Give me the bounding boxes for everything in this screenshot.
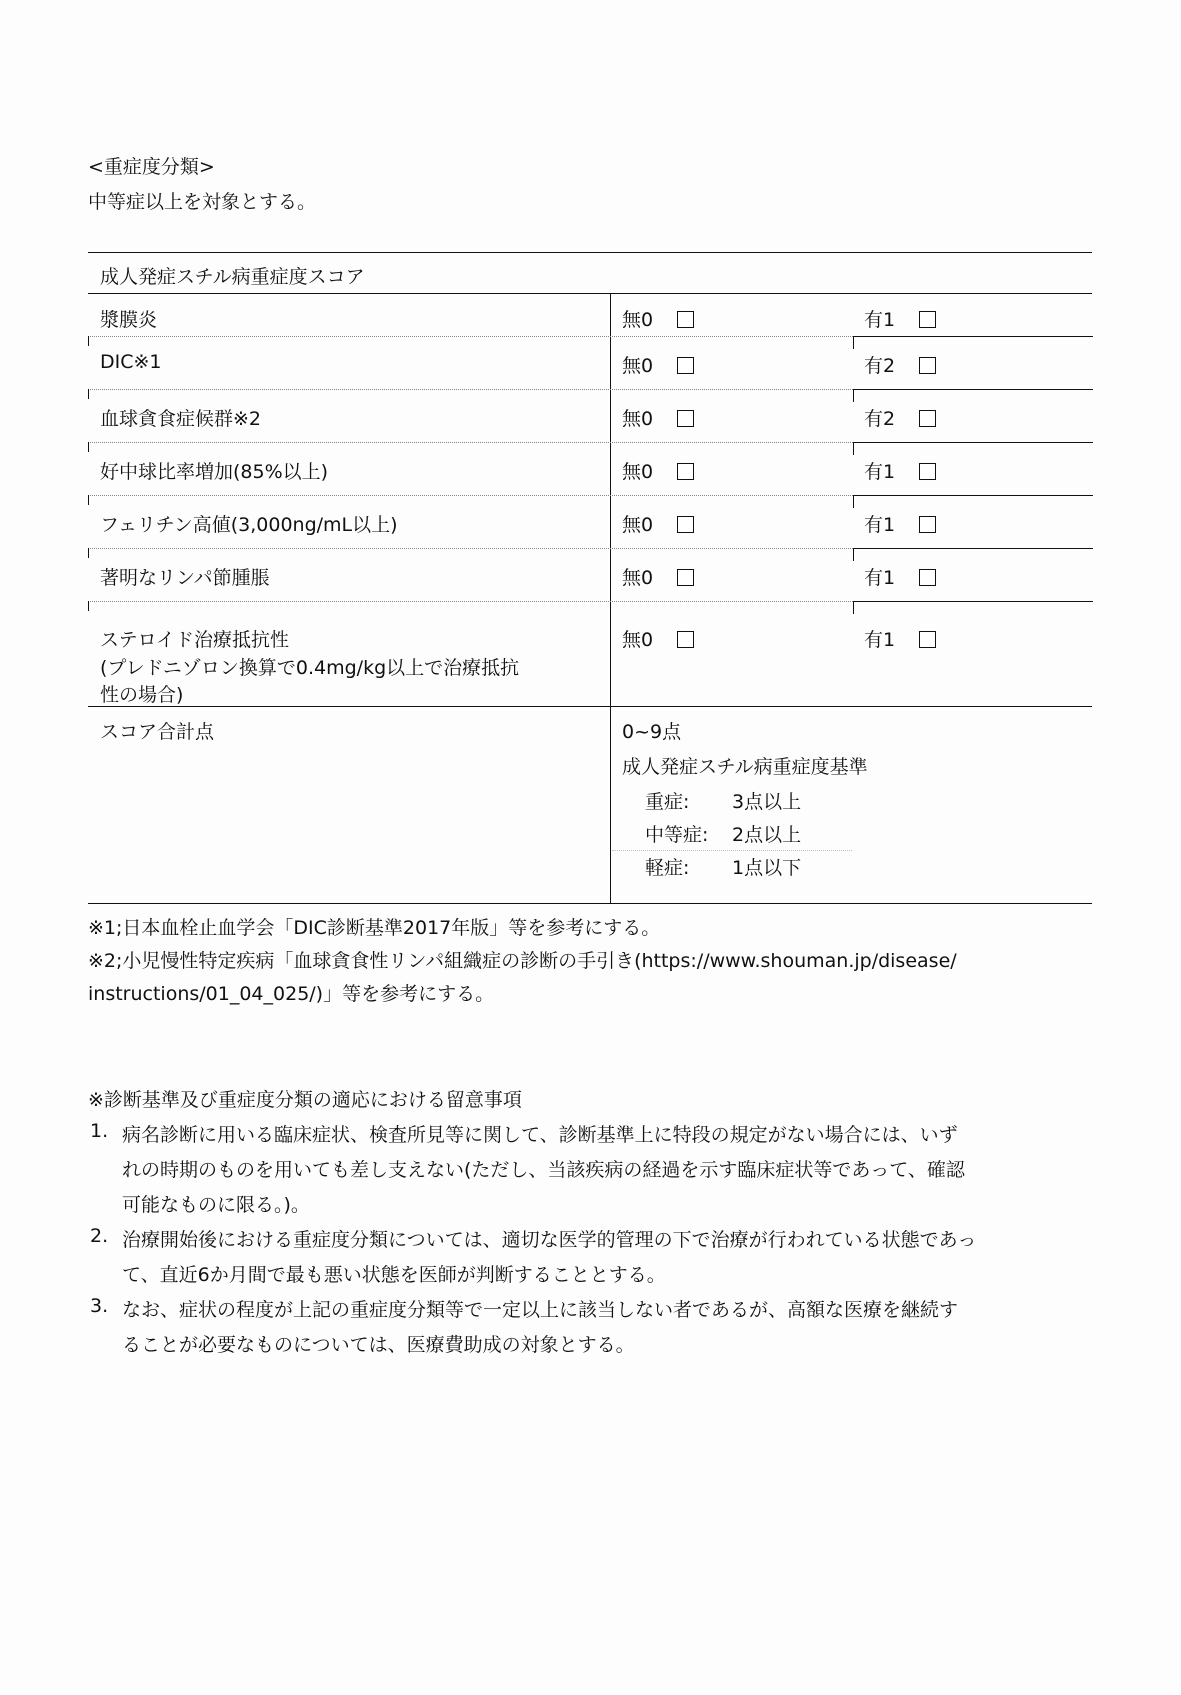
total-row-border <box>88 706 1092 707</box>
note-line: れの時期のものを用いても差し支えない(ただし、当該疾病の経過を示す臨床症状等であって、確認 <box>122 1159 965 1181</box>
option-yes[interactable] <box>864 510 936 537</box>
criteria-grade-severe: 重症: <box>645 791 690 813</box>
row-divider <box>88 336 853 337</box>
note-line: 治療開始後における重症度分類については、適切な医学的管理の下で治療が行われている状態であっ <box>122 1229 977 1251</box>
row-label: ステロイド治療抵抗性 <box>100 629 290 651</box>
checkbox[interactable] <box>677 569 694 586</box>
table-bottom-border <box>88 903 1092 904</box>
notes-title: ※診断基準及び重症度分類の適応における留意事項 <box>88 1089 522 1111</box>
option-yes[interactable] <box>864 351 936 378</box>
checkbox[interactable] <box>919 311 936 328</box>
row-label: DIC※1 <box>100 351 162 373</box>
checkbox[interactable] <box>677 631 694 648</box>
row-divider-tick <box>88 601 89 611</box>
option-no-label: 無0 <box>622 461 654 483</box>
table-top-border <box>88 252 1092 253</box>
row-divider-tick <box>88 442 89 452</box>
note-line: て、直近6か月間で最も悪い状態を医師が判断することとする。 <box>122 1264 666 1286</box>
option-no-label: 無0 <box>622 408 654 430</box>
option-no-label: 無0 <box>622 567 654 589</box>
row-divider-corner <box>853 336 1093 349</box>
criteria-value-mild: 1点以下 <box>732 857 802 879</box>
row-divider-corner <box>853 495 1093 508</box>
row-label: 好中球比率増加(85%以上) <box>100 461 329 483</box>
row-label-line3: 性の場合) <box>100 684 184 706</box>
section-subheading: 中等症以上を対象とする。 <box>88 191 317 213</box>
option-yes[interactable] <box>864 305 936 332</box>
criteria-divider <box>612 850 852 851</box>
option-no-label: 無0 <box>622 629 654 651</box>
row-divider-corner <box>853 601 1093 614</box>
note-number: 1. <box>90 1120 109 1142</box>
row-divider <box>88 442 853 443</box>
footnote-1: ※1;日本血栓止血学会「DIC診断基準2017年版」等を参考にする。 <box>88 917 661 939</box>
option-no[interactable] <box>622 351 694 378</box>
option-yes[interactable] <box>864 457 936 484</box>
option-yes[interactable] <box>864 625 936 652</box>
checkbox[interactable] <box>919 516 936 533</box>
option-yes-label: 有2 <box>864 408 896 430</box>
table-column-divider <box>610 293 611 903</box>
checkbox[interactable] <box>677 357 694 374</box>
option-no[interactable] <box>622 404 694 431</box>
checkbox[interactable] <box>677 410 694 427</box>
row-divider-corner <box>853 442 1093 455</box>
option-no[interactable] <box>622 563 694 590</box>
option-yes-label: 有1 <box>864 567 896 589</box>
total-range: 0~9点 <box>622 721 682 743</box>
checkbox[interactable] <box>919 410 936 427</box>
option-no[interactable] <box>622 305 694 332</box>
option-no[interactable] <box>622 510 694 537</box>
row-label: 血球貪食症候群※2 <box>100 408 262 430</box>
row-divider <box>88 495 853 496</box>
row-divider-tick <box>88 548 89 558</box>
checkbox[interactable] <box>677 311 694 328</box>
note-line: ることが必要なものについては、医療費助成の対象とする。 <box>122 1334 635 1356</box>
note-number: 2. <box>90 1225 109 1247</box>
row-divider <box>88 389 853 390</box>
row-divider <box>88 601 853 602</box>
option-yes-label: 有1 <box>864 309 896 331</box>
row-label: 著明なリンパ節腫脹 <box>100 567 270 589</box>
row-divider-corner <box>853 389 1093 402</box>
row-label-line2: (プレドニゾロン換算で0.4mg/kg以上で治療抵抗 <box>100 657 520 679</box>
criteria-grade-mild: 軽症: <box>645 857 690 879</box>
row-divider-tick <box>88 389 89 399</box>
criteria-value-moderate: 2点以上 <box>732 824 802 846</box>
criteria-grade-moderate: 中等症: <box>645 824 709 846</box>
option-yes-label: 有1 <box>864 629 896 651</box>
row-divider-tick <box>88 495 89 505</box>
row-divider <box>88 548 853 549</box>
note-line: なお、症状の程度が上記の重症度分類等で一定以上に該当しない者であるが、高額な医療を継続す <box>122 1299 959 1321</box>
note-line: 可能なものに限る。)。 <box>122 1194 310 1216</box>
table-title: 成人発症スチル病重症度スコア <box>100 266 365 288</box>
row-label: フェリチン高値(3,000ng/mL以上) <box>100 514 398 536</box>
checkbox[interactable] <box>919 569 936 586</box>
option-yes-label: 有1 <box>864 461 896 483</box>
option-no[interactable] <box>622 457 694 484</box>
section-heading: <重症度分類> <box>88 156 215 178</box>
checkbox[interactable] <box>677 516 694 533</box>
note-number: 3. <box>90 1295 109 1317</box>
option-yes-label: 有1 <box>864 514 896 536</box>
option-no[interactable] <box>622 625 694 652</box>
checkbox[interactable] <box>919 463 936 480</box>
checkbox[interactable] <box>677 463 694 480</box>
checkbox[interactable] <box>919 631 936 648</box>
total-label: スコア合計点 <box>100 721 215 743</box>
footnote-2-line1: ※2;小児慢性特定疾病「血球貪食性リンパ組織症の診断の手引き(https://www.shouman.jp/disease/ <box>88 950 957 972</box>
option-no-label: 無0 <box>622 309 654 331</box>
row-divider-corner <box>853 548 1093 561</box>
footnote-2-line2: instructions/01_04_025/)」等を参考にする。 <box>88 983 495 1005</box>
checkbox[interactable] <box>919 357 936 374</box>
note-line: 病名診断に用いる臨床症状、検査所見等に関して、診断基準上に特段の規定がない場合には、いず <box>122 1124 958 1146</box>
criteria-title: 成人発症スチル病重症度基準 <box>622 756 868 778</box>
option-yes-label: 有2 <box>864 355 896 377</box>
option-no-label: 無0 <box>622 514 654 536</box>
criteria-value-severe: 3点以上 <box>732 791 802 813</box>
option-yes[interactable] <box>864 404 936 431</box>
row-label: 漿膜炎 <box>100 309 158 331</box>
option-no-label: 無0 <box>622 355 654 377</box>
option-yes[interactable] <box>864 563 936 590</box>
row-divider-tick <box>88 336 89 346</box>
table-header-border <box>88 293 1092 294</box>
